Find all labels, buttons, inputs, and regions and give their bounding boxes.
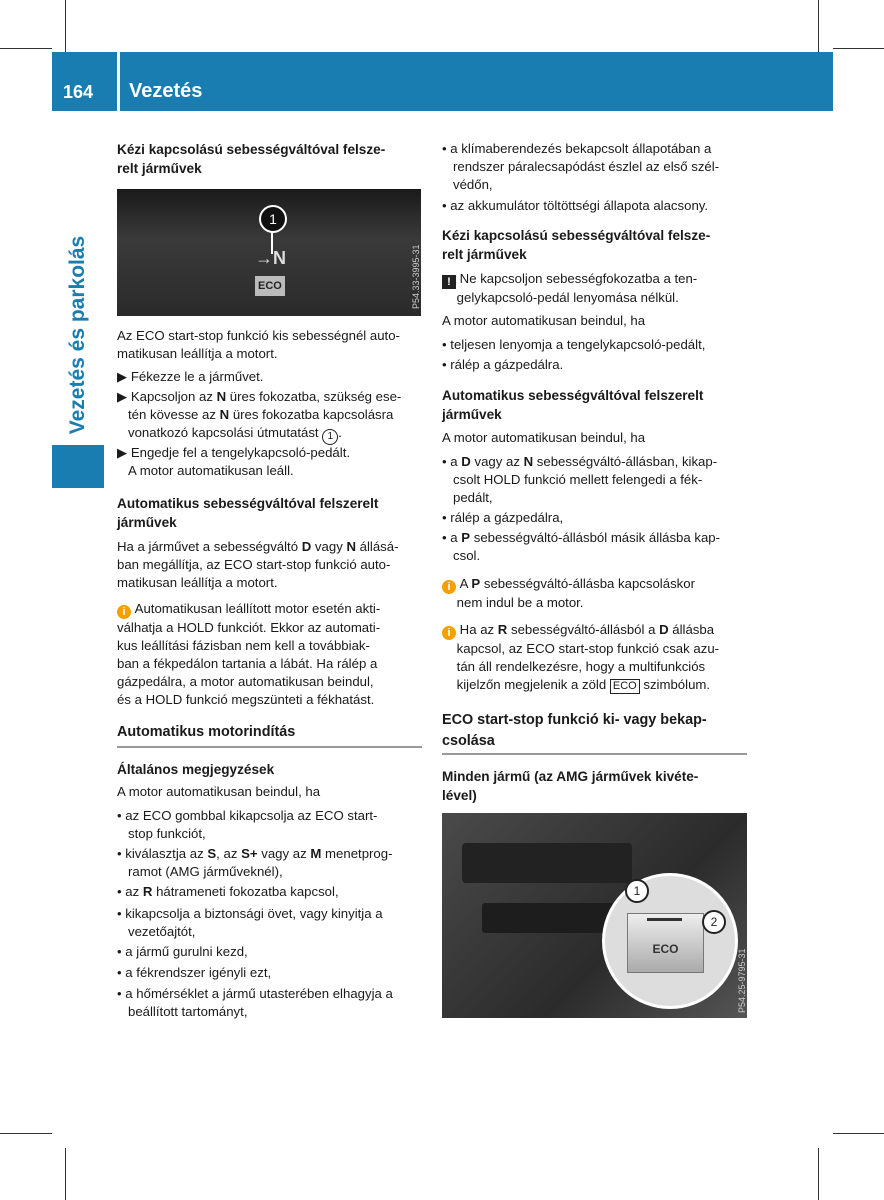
warning-note: ! Ne kapcsoljon sebességfokozatba a ten- gelykapcsoló-pedál lenyomása nélkül. bbox=[442, 270, 697, 307]
section-rule bbox=[442, 753, 747, 755]
center-console-image bbox=[442, 813, 747, 1018]
list-item: • a klímaberendezés bekapcsolt állapotában a rendszer páralecsapódást észlel az első szél- védőn, bbox=[442, 141, 720, 192]
paragraph: Ha a járművet a sebességváltó D vagy N állásá- ban megállítja, az ECO start-stop funkció auto- matikusan leállítja a motort. bbox=[117, 539, 399, 590]
info-note: i Ha az R sebességváltó-állásból a D állásba kapcsol, az ECO start-stop funkció csak azu- tán áll rendelkezésre, hogy a multifunkciós kijelzőn megjelenik a zöld ECO szimbólum. bbox=[442, 621, 719, 694]
paragraph: A motor automatikusan beindul, ha bbox=[442, 430, 646, 445]
image-code: P54.33-3995-31 bbox=[411, 244, 421, 309]
info-icon: i bbox=[442, 580, 456, 594]
info-icon: i bbox=[442, 626, 456, 640]
info-note: i A P sebességváltó-állásba kapcsoláskor nem indul be a motor. bbox=[442, 575, 695, 612]
list-item: • a jármű gurulni kezd, bbox=[117, 944, 248, 959]
page-title: Vezetés bbox=[129, 80, 203, 102]
crop-mark bbox=[818, 0, 819, 52]
callout-circle: 1 bbox=[259, 205, 287, 233]
callout-1: 1 bbox=[625, 879, 649, 903]
list-item: • a fékrendszer igényli ezt, bbox=[117, 965, 272, 980]
heading-automatic: Automatikus sebességváltóval felszerelt járművek bbox=[117, 496, 379, 530]
warning-icon: ! bbox=[442, 275, 456, 289]
subsection-heading: Általános megjegyzések bbox=[117, 762, 275, 777]
crop-mark bbox=[818, 1148, 819, 1200]
paragraph: Az ECO start-stop funkció kis sebességnél auto- matikusan leállítja a motort. bbox=[117, 328, 400, 361]
crop-mark bbox=[0, 1133, 52, 1134]
side-tab-marker bbox=[52, 445, 104, 488]
heading-automatic: Automatikus sebességváltóval felszerelt járművek bbox=[442, 388, 704, 422]
list-item: • kikapcsolja a biztonsági övet, vagy kinyitja a vezetőajtót, bbox=[117, 906, 383, 939]
list-item: • kiválasztja az S, az S+ vagy az M menetprog- ramot (AMG járműveknél), bbox=[117, 846, 393, 879]
section-rule bbox=[117, 746, 422, 748]
header-divider bbox=[117, 52, 120, 111]
dashboard-image bbox=[117, 189, 421, 316]
list-item: • a P sebességváltó-állásból másik állásba kap- csol. bbox=[442, 530, 721, 563]
section-heading: Automatikus motorindítás bbox=[117, 724, 296, 740]
eco-button-detail: ECO bbox=[627, 913, 704, 973]
heading-manual: Kézi kapcsolású sebességváltóval felsze- relt járművek bbox=[442, 228, 711, 262]
crop-mark bbox=[65, 1148, 66, 1200]
paragraph: A motor automatikusan beindul, ha bbox=[117, 784, 321, 799]
section-heading: ECO start-stop funkció ki- vagy bekap- csolása bbox=[442, 712, 707, 749]
list-item: • a D vagy az N sebességváltó-állásban, kikap- csolt HOLD funkció mellett felengedi a fék- pedált, bbox=[442, 454, 718, 505]
list-item: • az akkumulátor töltöttségi állapota alacsony. bbox=[442, 198, 709, 213]
eco-badge: ECO bbox=[255, 276, 285, 296]
list-item: • rálép a gázpedálra, bbox=[442, 510, 564, 525]
list-item: • teljesen lenyomja a tengelykapcsoló-pedált, bbox=[442, 337, 706, 352]
step: ▶ Engedje fel a tengelykapcsoló-pedált. A motor automatikusan leáll. bbox=[117, 445, 351, 478]
heading-manual: Kézi kapcsolású sebességváltóval felsze- relt járművek bbox=[117, 142, 386, 176]
eco-indicator-led bbox=[647, 918, 682, 921]
list-item: • a hőmérséklet a jármű utasterében elhagyja a beállított tartományt, bbox=[117, 986, 393, 1019]
eco-symbol: ECO bbox=[610, 679, 640, 694]
console-knobs bbox=[482, 903, 622, 933]
crop-mark bbox=[65, 0, 66, 52]
paragraph: A motor automatikusan beindul, ha bbox=[442, 313, 646, 328]
step: ▶ Fékezze le a járművet. bbox=[117, 369, 264, 384]
page-number: 164 bbox=[63, 82, 94, 102]
list-item: • az ECO gombbal kikapcsolja az ECO start- stop funkciót, bbox=[117, 808, 378, 841]
info-note: i Automatikusan leállított motor esetén akti- válhatja a HOLD funkciót. Ekkor az automati- kus leállítási fázisban nem kell a továbbiak- ban a fékpedálon tartania a lábát. Ha rálép a gázpedálra, a motor automatikusan beindul, és a HOLD funkció megszünteti a fékhatást. bbox=[117, 601, 381, 707]
list-item: • rálép a gázpedálra. bbox=[442, 357, 564, 372]
console-buttons bbox=[462, 843, 632, 883]
crop-mark bbox=[0, 48, 52, 49]
arrow-n-symbol: →N bbox=[255, 248, 286, 268]
subsection-heading: Minden jármű (az AMG járművek kivéte- lével) bbox=[442, 769, 699, 803]
image-code: P54.25-9795-31 bbox=[737, 948, 747, 1013]
crop-mark bbox=[833, 1133, 884, 1134]
callout-ref: 1 bbox=[322, 429, 338, 445]
info-icon: i bbox=[117, 605, 131, 619]
step: ▶ Kapcsoljon az N üres fokozatba, szükség ese- tén kövesse az N üres fokozatba kapcsolásra vonatkozó kapcsolási útmutatást 1 . bbox=[117, 388, 401, 445]
list-item: • az R hátrameneti fokozatba kapcsol, bbox=[117, 884, 339, 899]
crop-mark bbox=[833, 48, 884, 49]
callout-2: 2 bbox=[702, 910, 726, 934]
side-tab-label: Vezetés és parkolás bbox=[66, 235, 89, 435]
